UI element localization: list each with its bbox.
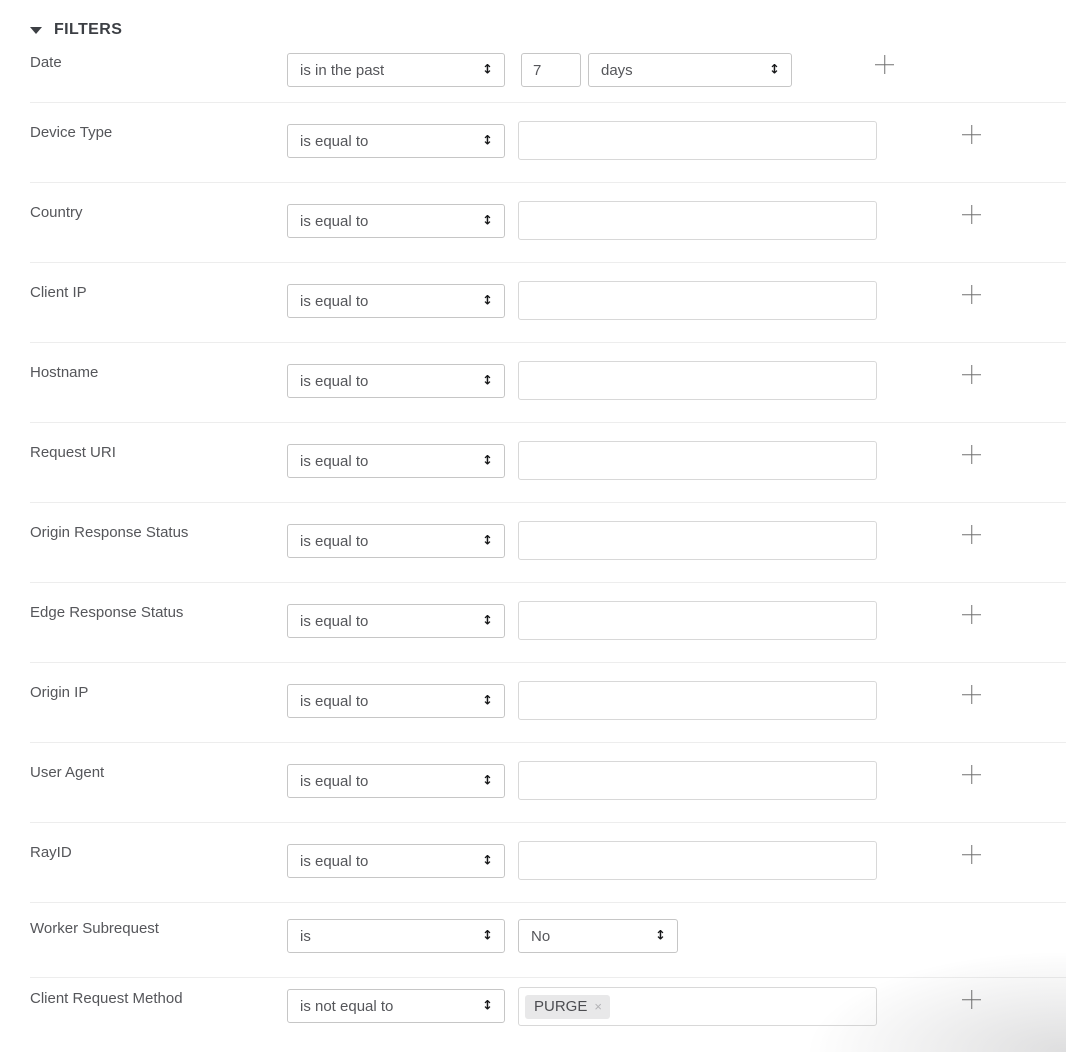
filter-label: Country <box>30 204 83 221</box>
operator-select[interactable] <box>287 364 505 398</box>
filter-row <box>0 978 1066 1048</box>
updown-arrows-icon: ↕ <box>769 62 780 78</box>
row-controls <box>287 423 877 503</box>
operator-value: is equal to <box>300 852 369 870</box>
updown-arrows-icon: ↕ <box>482 533 493 549</box>
operator-value: is equal to <box>300 132 369 150</box>
operator-value: is equal to <box>300 292 369 310</box>
filters-header <box>0 0 1066 46</box>
operator-value: is equal to <box>300 212 369 230</box>
unit-value: days <box>601 61 633 79</box>
operator-value: is <box>300 927 311 945</box>
add-filter-button[interactable] <box>962 285 981 304</box>
filter-row <box>0 183 1066 263</box>
operator-select[interactable] <box>287 53 505 87</box>
add-filter-button[interactable] <box>962 845 981 864</box>
add-filter-button[interactable] <box>962 125 981 144</box>
filter-row <box>0 823 1066 903</box>
filter-row <box>0 343 1066 423</box>
filter-label: Client Request Method <box>30 990 183 1007</box>
add-filter-button[interactable] <box>962 765 981 784</box>
operator-select[interactable] <box>287 844 505 878</box>
row-controls <box>287 663 877 743</box>
updown-arrows-icon: ↕ <box>482 773 493 789</box>
updown-arrows-icon: ↕ <box>482 293 493 309</box>
value-input[interactable] <box>518 601 877 640</box>
updown-arrows-icon: ↕ <box>482 62 493 78</box>
value-input[interactable] <box>518 987 877 1026</box>
updown-arrows-icon: ↕ <box>482 213 493 229</box>
value-input[interactable] <box>518 121 877 160</box>
operator-select[interactable] <box>287 204 505 238</box>
value-input[interactable] <box>518 761 877 800</box>
operator-value: is equal to <box>300 452 369 470</box>
add-filter-button[interactable] <box>962 605 981 624</box>
operator-value: is equal to <box>300 372 369 390</box>
filter-row <box>0 743 1066 823</box>
value-input[interactable] <box>518 521 877 560</box>
updown-arrows-icon: ↕ <box>482 853 493 869</box>
value-input[interactable] <box>518 281 877 320</box>
add-filter-button[interactable] <box>962 445 981 464</box>
updown-arrows-icon: ↕ <box>482 453 493 469</box>
operator-value: is equal to <box>300 692 369 710</box>
value-input[interactable] <box>518 201 877 240</box>
operator-select[interactable] <box>287 284 505 318</box>
value-input[interactable] <box>518 681 877 720</box>
operator-select[interactable] <box>287 524 505 558</box>
add-filter-button[interactable] <box>962 685 981 704</box>
row-controls <box>287 183 877 263</box>
collapse-caret-icon[interactable] <box>30 27 42 34</box>
filter-row <box>0 583 1066 663</box>
add-filter-button[interactable] <box>962 365 981 384</box>
tag-label: PURGE <box>534 997 588 1015</box>
filters-title: FILTERS <box>54 21 123 38</box>
filter-row <box>0 263 1066 343</box>
operator-select[interactable] <box>287 989 505 1023</box>
row-controls <box>287 263 877 343</box>
filter-label: Date <box>30 54 62 71</box>
unit-select[interactable] <box>588 53 792 87</box>
operator-select[interactable] <box>287 764 505 798</box>
row-controls <box>287 903 678 978</box>
filter-label: Origin IP <box>30 684 89 701</box>
row-controls <box>287 46 792 103</box>
row-controls <box>287 823 877 903</box>
operator-select[interactable] <box>287 919 505 953</box>
filter-rows <box>0 46 1066 1048</box>
updown-arrows-icon: ↕ <box>482 373 493 389</box>
row-controls <box>287 743 877 823</box>
row-controls <box>287 583 877 663</box>
operator-value: is not equal to <box>300 997 394 1015</box>
filter-label: Client IP <box>30 284 87 301</box>
updown-arrows-icon: ↕ <box>482 693 493 709</box>
filter-label: RayID <box>30 844 72 861</box>
filter-row <box>0 103 1066 183</box>
operator-value: is equal to <box>300 612 369 630</box>
filter-row <box>0 423 1066 503</box>
operator-select[interactable] <box>287 124 505 158</box>
filter-label: User Agent <box>30 764 105 781</box>
filter-label: Request URI <box>30 444 116 461</box>
value-input[interactable] <box>518 841 877 880</box>
value-select[interactable] <box>518 919 678 953</box>
updown-arrows-icon: ↕ <box>482 998 493 1014</box>
operator-value: is equal to <box>300 772 369 790</box>
operator-value: is in the past <box>300 61 385 79</box>
filter-label: Device Type <box>30 124 113 141</box>
tag-remove-icon[interactable]: × <box>594 998 602 1014</box>
updown-arrows-icon: ↕ <box>655 928 666 944</box>
add-filter-button[interactable] <box>875 55 894 74</box>
updown-arrows-icon: ↕ <box>482 133 493 149</box>
row-controls <box>287 978 877 1048</box>
add-filter-button[interactable] <box>962 990 981 1009</box>
operator-select[interactable] <box>287 604 505 638</box>
updown-arrows-icon: ↕ <box>482 613 493 629</box>
add-filter-button[interactable] <box>962 525 981 544</box>
row-controls <box>287 503 877 583</box>
value-input[interactable] <box>518 441 877 480</box>
value-input[interactable] <box>518 361 877 400</box>
row-controls <box>287 343 877 423</box>
filter-label: Origin Response Status <box>30 524 189 541</box>
tag-chip <box>525 995 610 1019</box>
filter-row <box>0 663 1066 743</box>
operator-select[interactable] <box>287 684 505 718</box>
value-text: No <box>531 927 551 945</box>
operator-value: is equal to <box>300 532 369 550</box>
updown-arrows-icon: ↕ <box>482 928 493 944</box>
operator-select[interactable] <box>287 444 505 478</box>
filter-row <box>0 903 1066 978</box>
value-input[interactable] <box>521 53 581 87</box>
add-filter-button[interactable] <box>962 205 981 224</box>
filter-row <box>0 46 1066 103</box>
filter-row <box>0 503 1066 583</box>
row-controls <box>287 103 877 183</box>
filter-label: Worker Subrequest <box>30 920 159 937</box>
filter-label: Hostname <box>30 364 99 381</box>
filter-label: Edge Response Status <box>30 604 184 621</box>
